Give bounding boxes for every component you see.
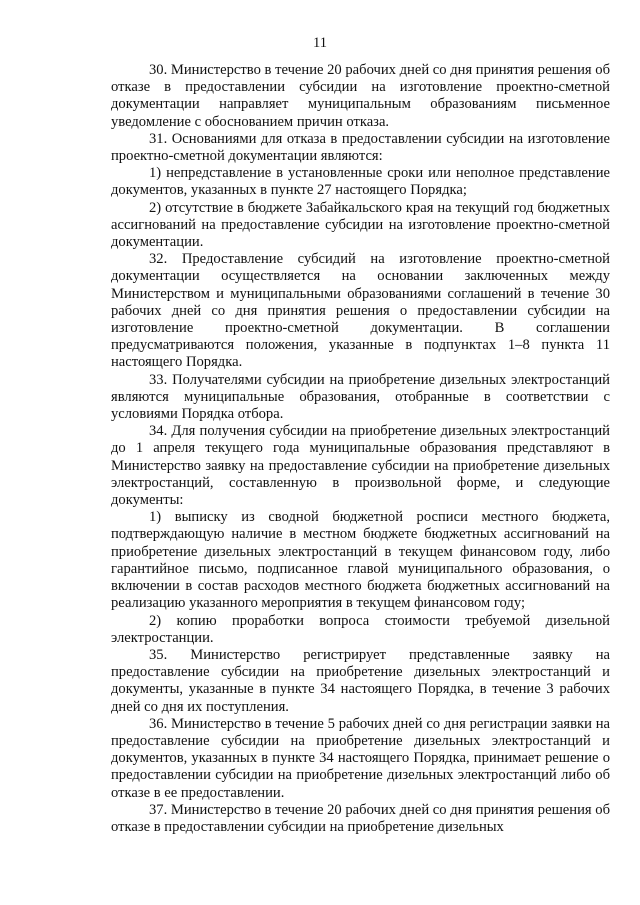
paragraph-37: 37. Министерство в течение 20 рабочих дней со дня принятия решения об отказе в предоставлении субсидии на приобретение дизельных xyxy=(111,801,610,835)
paragraph-31-item-2: 2) отсутствие в бюджете Забайкальского края на текущий год бюджетных ассигнований на предоставление субсидии на изготовление проектно-сметной документации. xyxy=(111,199,610,251)
paragraph-35: 35. Министерство регистрирует представленные заявку на предоставление субсидии на приобретение дизельных электростанций и документы, указанные в пункте 34 настоящего Порядка, в течение 3 рабочих дней со дня их поступления. xyxy=(111,646,610,715)
paragraph-36: 36. Министерство в течение 5 рабочих дней со дня регистрации заявки на предоставление субсидии на приобретение дизельных электростанций и документов, указанных в пункте 34 настоящего Порядка, принимает решение о предоставлении субсидии на приобретение дизельных электростанций либо об отказе в ее предоставлении. xyxy=(111,715,610,801)
page-number: 11 xyxy=(313,35,327,51)
paragraph-34-item-1: 1) выписку из сводной бюджетной росписи местного бюджета, подтверждающую наличие в местном бюджете бюджетных ассигнований на приобретение дизельных электростанций в текущем финансовом году, либо гарантийное письмо, подписанное главой муниципального образования, о включении в состав расходов местного бюджета бюджетных ассигнований на реализацию указанного мероприятия в текущем финансовом году; xyxy=(111,509,610,612)
paragraph-34-item-2: 2) копию проработки вопроса стоимости требуемой дизельной электростанции. xyxy=(111,612,610,646)
document-body xyxy=(111,62,610,836)
paragraph-31-item-1: 1) непредставление в установленные сроки или неполное представление документов, указанных в пункте 27 настоящего Порядка; xyxy=(111,165,610,199)
paragraph-30: 30. Министерство в течение 20 рабочих дней со дня принятия решения об отказе в предоставлении субсидии на изготовление проектно-сметной документации направляет муниципальным образованиям письменное уведомление с обоснованием причин отказа. xyxy=(111,62,610,130)
paragraph-32: 32. Предоставление субсидий на изготовление проектно-сметной документации осуществляется на основании заключенных между Министерством и муниципальными образованиями соглашений в течение 30 рабочих дней со дня принятия решения о предоставлении субсидии на изготовление проектно-сметной документации. В соглашении предусматриваются положения, указанные в подпунктах 1–8 пункта 11 настоящего Порядка. xyxy=(111,251,610,371)
paragraph-34: 34. Для получения субсидии на приобретение дизельных электростанций до 1 апреля текущего года муниципальные образования представляют в Министерство заявку на предоставление субсидии на приобретение дизельных электростанций, составленную в произвольной форме, и следующие документы: xyxy=(111,423,610,509)
paragraph-31: 31. Основаниями для отказа в предоставлении субсидии на изготовление проектно-сметной документации являются: xyxy=(111,130,610,165)
paragraph-33: 33. Получателями субсидии на приобретение дизельных электростанций являются муниципальные образования, отобранные в соответствии с условиями Порядка отбора. xyxy=(111,371,610,423)
